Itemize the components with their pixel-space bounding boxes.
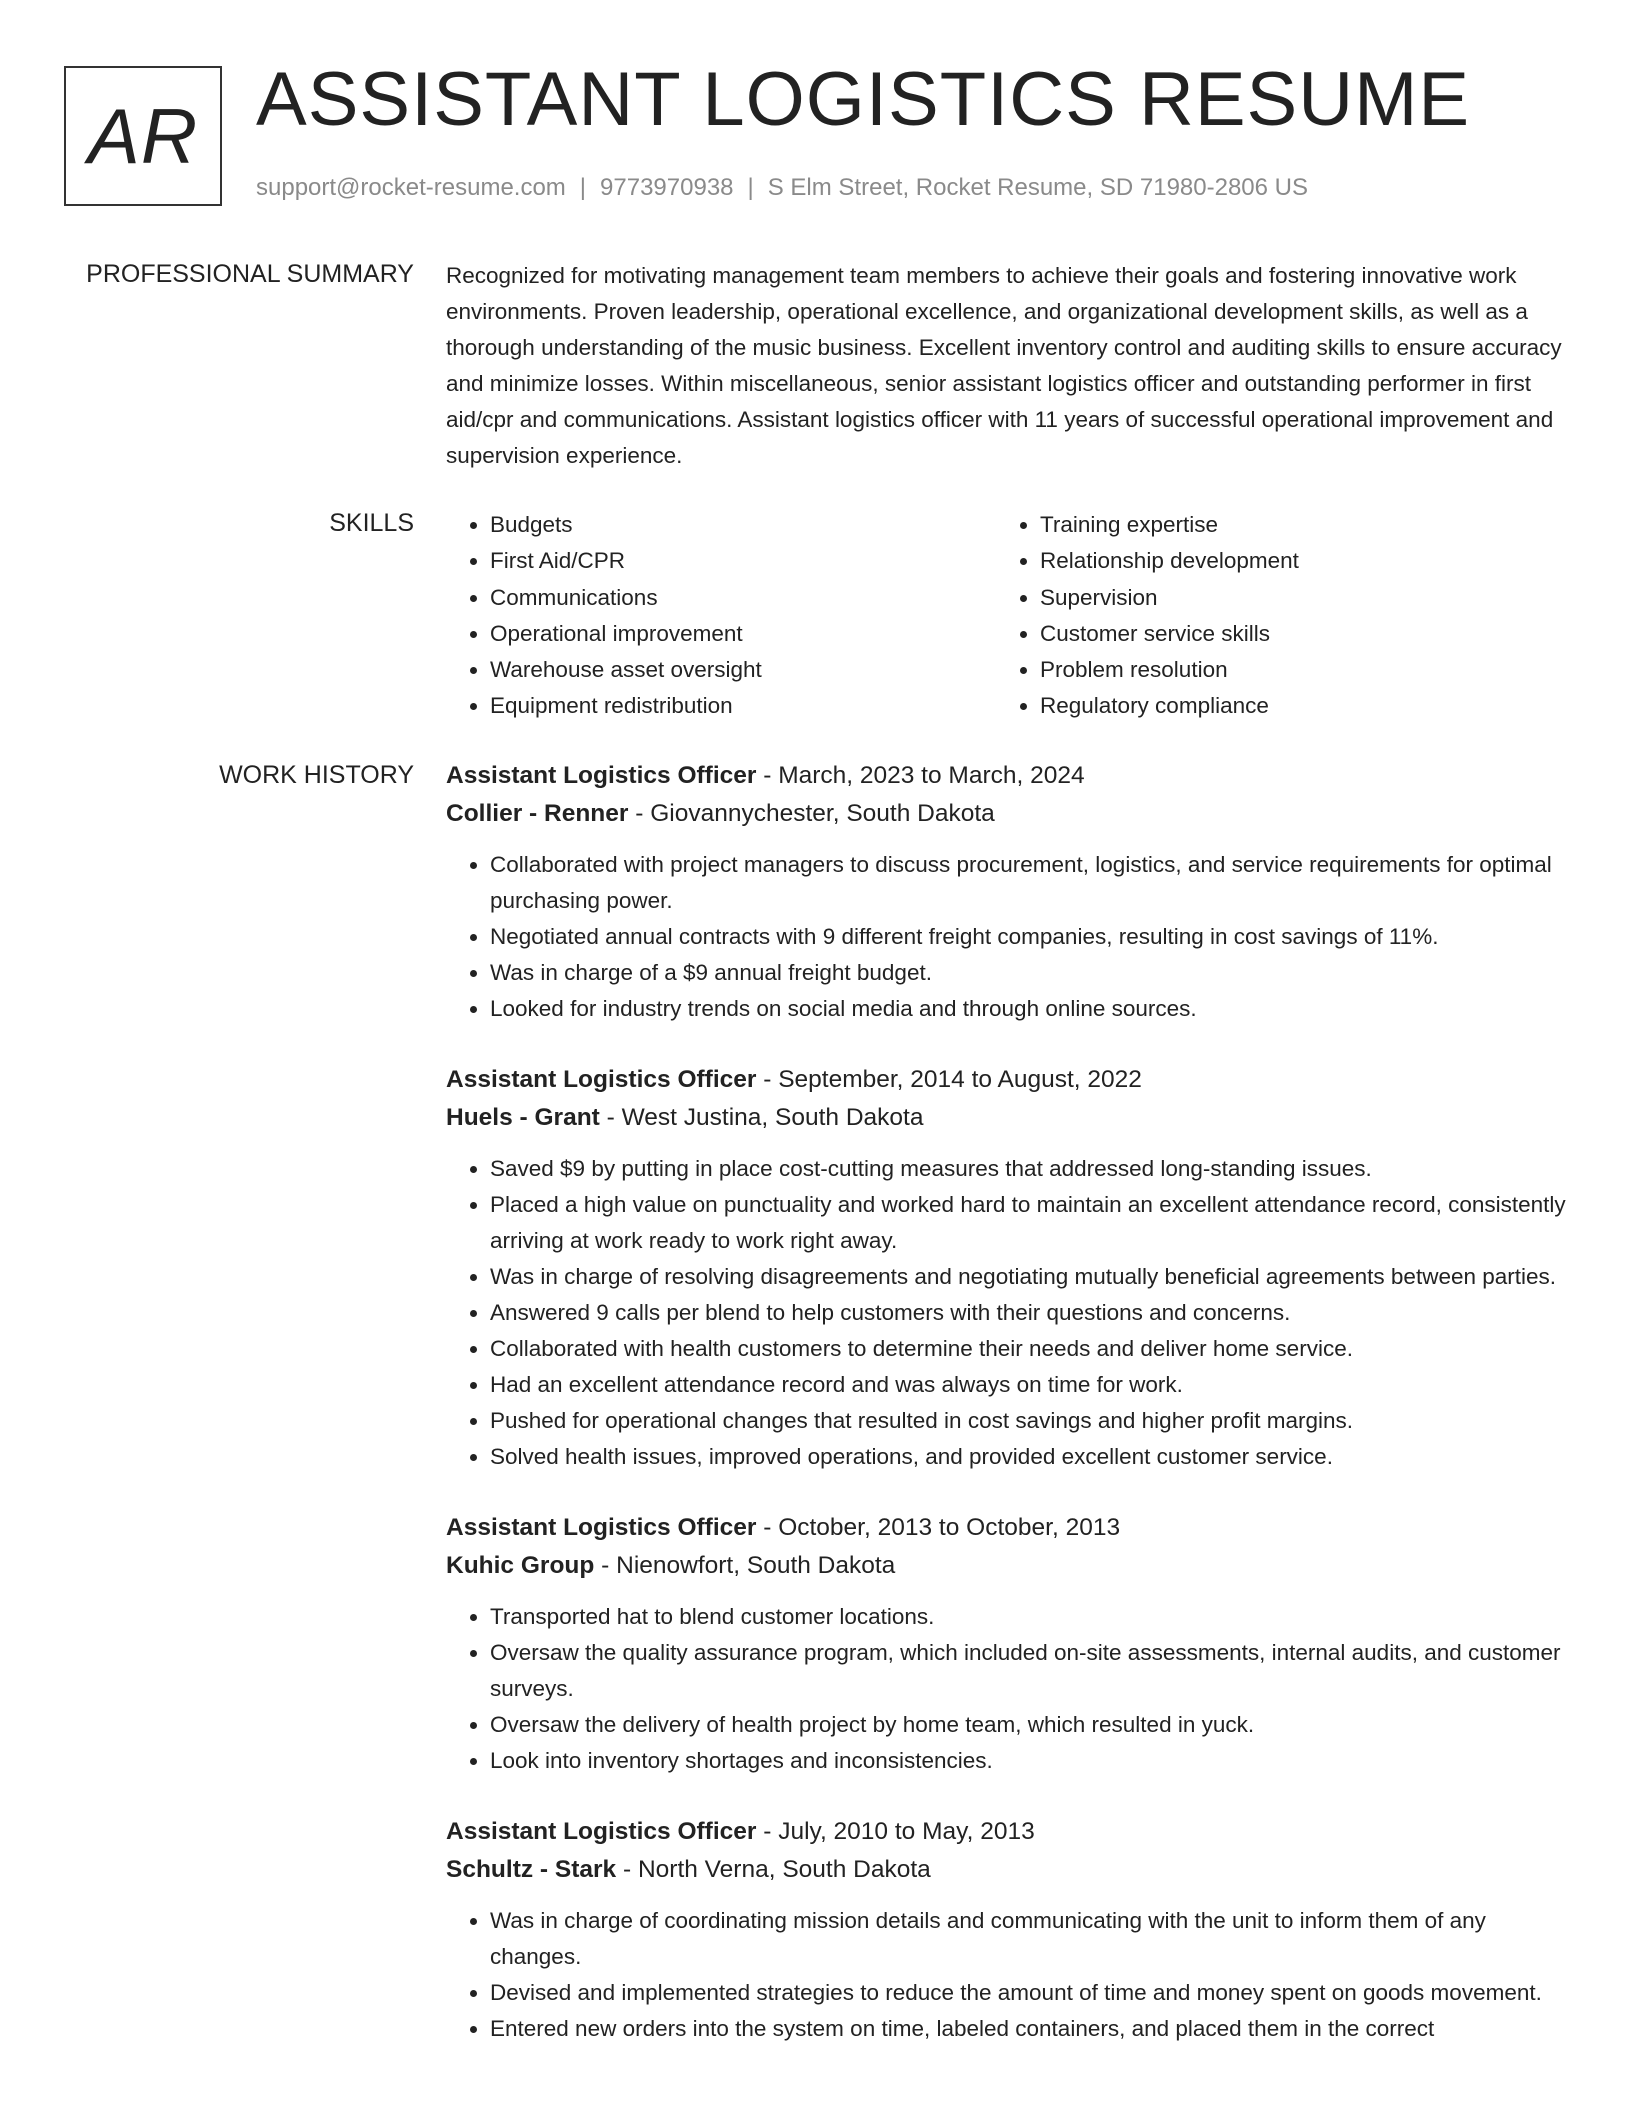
job-company: Schultz - Stark — [446, 1856, 617, 1883]
skill-item: • Communications — [490, 580, 996, 616]
job-company-line — [446, 1851, 1566, 1889]
job-company-line — [446, 1547, 1566, 1585]
skill-item: • Operational improvement — [490, 616, 996, 652]
job-bullet: • Was in charge of coordinating mission details and communicating with the unit to inform them of any changes. — [490, 1903, 1566, 1975]
skill-item: • Budgets — [490, 507, 996, 543]
job-company: Collier - Renner — [446, 800, 629, 827]
skill-item: • Problem resolution — [1040, 652, 1546, 688]
job-dates: - October, 2013 to October, 2013 — [756, 1514, 1121, 1541]
skill-item: • Training expertise — [1040, 507, 1546, 543]
job-bullets — [446, 1151, 1566, 1475]
job-title: Assistant Logistics Officer — [446, 1066, 757, 1093]
job-title: Assistant Logistics Officer — [446, 1514, 757, 1541]
job-bullet: • Solved health issues, improved operations, and provided excellent customer service. — [490, 1439, 1566, 1475]
job-bullet: • Saved $9 by putting in place cost-cutting measures that addressed long-standing issues. — [490, 1151, 1566, 1187]
job-title-line — [446, 1509, 1566, 1547]
job-bullets — [446, 1903, 1566, 2047]
skills-body — [446, 507, 1566, 725]
contact-line — [256, 174, 1308, 202]
job-bullet: • Look into inventory shortages and inconsistencies. — [490, 1743, 1566, 1779]
contact-separator: | — [747, 174, 754, 201]
job-company-line — [446, 795, 1566, 833]
skill-item: • First Aid/CPR — [490, 543, 996, 579]
job-location: - West Justina, South Dakota — [599, 1104, 924, 1131]
job-title-line — [446, 1061, 1566, 1099]
skill-item: • Customer service skills — [1040, 616, 1546, 652]
work-history-body — [446, 757, 1566, 2081]
skills-heading: SKILLS — [329, 509, 414, 537]
summary-body — [446, 258, 1566, 474]
job-entry — [446, 1813, 1566, 2047]
job-location: - Nienowfort, South Dakota — [594, 1552, 896, 1579]
job-bullet: • Was in charge of resolving disagreements and negotiating mutually beneficial agreements between parties. — [490, 1259, 1566, 1295]
job-bullet: • Oversaw the quality assurance program, which included on-site assessments, internal audits, and customer surveys. — [490, 1635, 1566, 1707]
monogram-logo: AR — [64, 66, 222, 206]
job-bullet: • Devised and implemented strategies to reduce the amount of time and money spent on goods movement. — [490, 1975, 1566, 2011]
job-entry — [446, 757, 1566, 1027]
job-entry — [446, 1061, 1566, 1475]
skills-column-1 — [446, 507, 996, 725]
job-dates: - September, 2014 to August, 2022 — [756, 1066, 1142, 1093]
job-company: Huels - Grant — [446, 1104, 600, 1131]
job-bullets — [446, 847, 1566, 1027]
job-bullet: • Had an excellent attendance record and was always on time for work. — [490, 1367, 1566, 1403]
skills-column-2 — [996, 507, 1546, 725]
job-dates: - July, 2010 to May, 2013 — [756, 1818, 1035, 1845]
contact-address: S Elm Street, Rocket Resume, SD 71980-2806 US — [767, 174, 1308, 201]
job-bullet: • Placed a high value on punctuality and worked hard to maintain an excellent attendance record, consistently arriving at work ready to work right away. — [490, 1187, 1566, 1259]
job-bullet: • Entered new orders into the system on time, labeled containers, and placed them in the correct — [490, 2011, 1566, 2047]
summary-text: Recognized for motivating management team members to achieve their goals and fostering innovative work environments. Proven leadership, operational excellence, and organizational development skills, as well as a thorough understanding of the music business. Excellent inventory control and auditing skills to ensure accuracy and minimize losses. Within miscellaneous, senior assistant logistics officer and outstanding performer in first aid/cpr and communications. Assistant logistics officer with 11 years of successful operational improvement and supervision experience. — [446, 263, 1562, 468]
resume-title: ASSISTANT LOGISTICS RESUME — [256, 57, 1471, 142]
job-bullets — [446, 1599, 1566, 1779]
job-bullet: • Was in charge of a $9 annual freight budget. — [490, 955, 1566, 991]
summary-heading: PROFESSIONAL SUMMARY — [86, 260, 414, 288]
job-bullet: • Looked for industry trends on social media and through online sources. — [490, 991, 1566, 1027]
work-history-heading: WORK HISTORY — [219, 761, 414, 789]
skill-item: • Relationship development — [1040, 543, 1546, 579]
job-bullet: • Transported hat to blend customer locations. — [490, 1599, 1566, 1635]
job-bullet: • Collaborated with project managers to discuss procurement, logistics, and service requirements for optimal purchasing power. — [490, 847, 1566, 919]
skill-item: • Warehouse asset oversight — [490, 652, 996, 688]
contact-separator: | — [579, 174, 587, 201]
job-bullet: • Oversaw the delivery of health project by home team, which resulted in yuck. — [490, 1707, 1566, 1743]
job-location: - Giovannychester, South Dakota — [628, 800, 995, 827]
job-company: Kuhic Group — [446, 1552, 595, 1579]
contact-email: support@rocket-resume.com — [256, 174, 566, 201]
job-location: - North Verna, South Dakota — [616, 1856, 931, 1883]
skill-item: • Equipment redistribution — [490, 688, 996, 724]
skill-item: • Supervision — [1040, 580, 1546, 616]
job-company-line — [446, 1099, 1566, 1137]
job-bullet: • Pushed for operational changes that resulted in cost savings and higher profit margins. — [490, 1403, 1566, 1439]
job-title: Assistant Logistics Officer — [446, 1818, 757, 1845]
job-title: Assistant Logistics Officer — [446, 762, 757, 789]
job-bullet: • Negotiated annual contracts with 9 different freight companies, resulting in cost savings of 11%. — [490, 919, 1566, 955]
job-title-line — [446, 757, 1566, 795]
job-bullet: • Collaborated with health customers to determine their needs and deliver home service. — [490, 1331, 1566, 1367]
job-entry — [446, 1509, 1566, 1779]
job-bullet: • Answered 9 calls per blend to help customers with their questions and concerns. — [490, 1295, 1566, 1331]
job-dates: - March, 2023 to March, 2024 — [756, 762, 1085, 789]
job-title-line — [446, 1813, 1566, 1851]
skill-item: • Regulatory compliance — [1040, 688, 1546, 724]
contact-phone: 9773970938 — [600, 174, 734, 201]
